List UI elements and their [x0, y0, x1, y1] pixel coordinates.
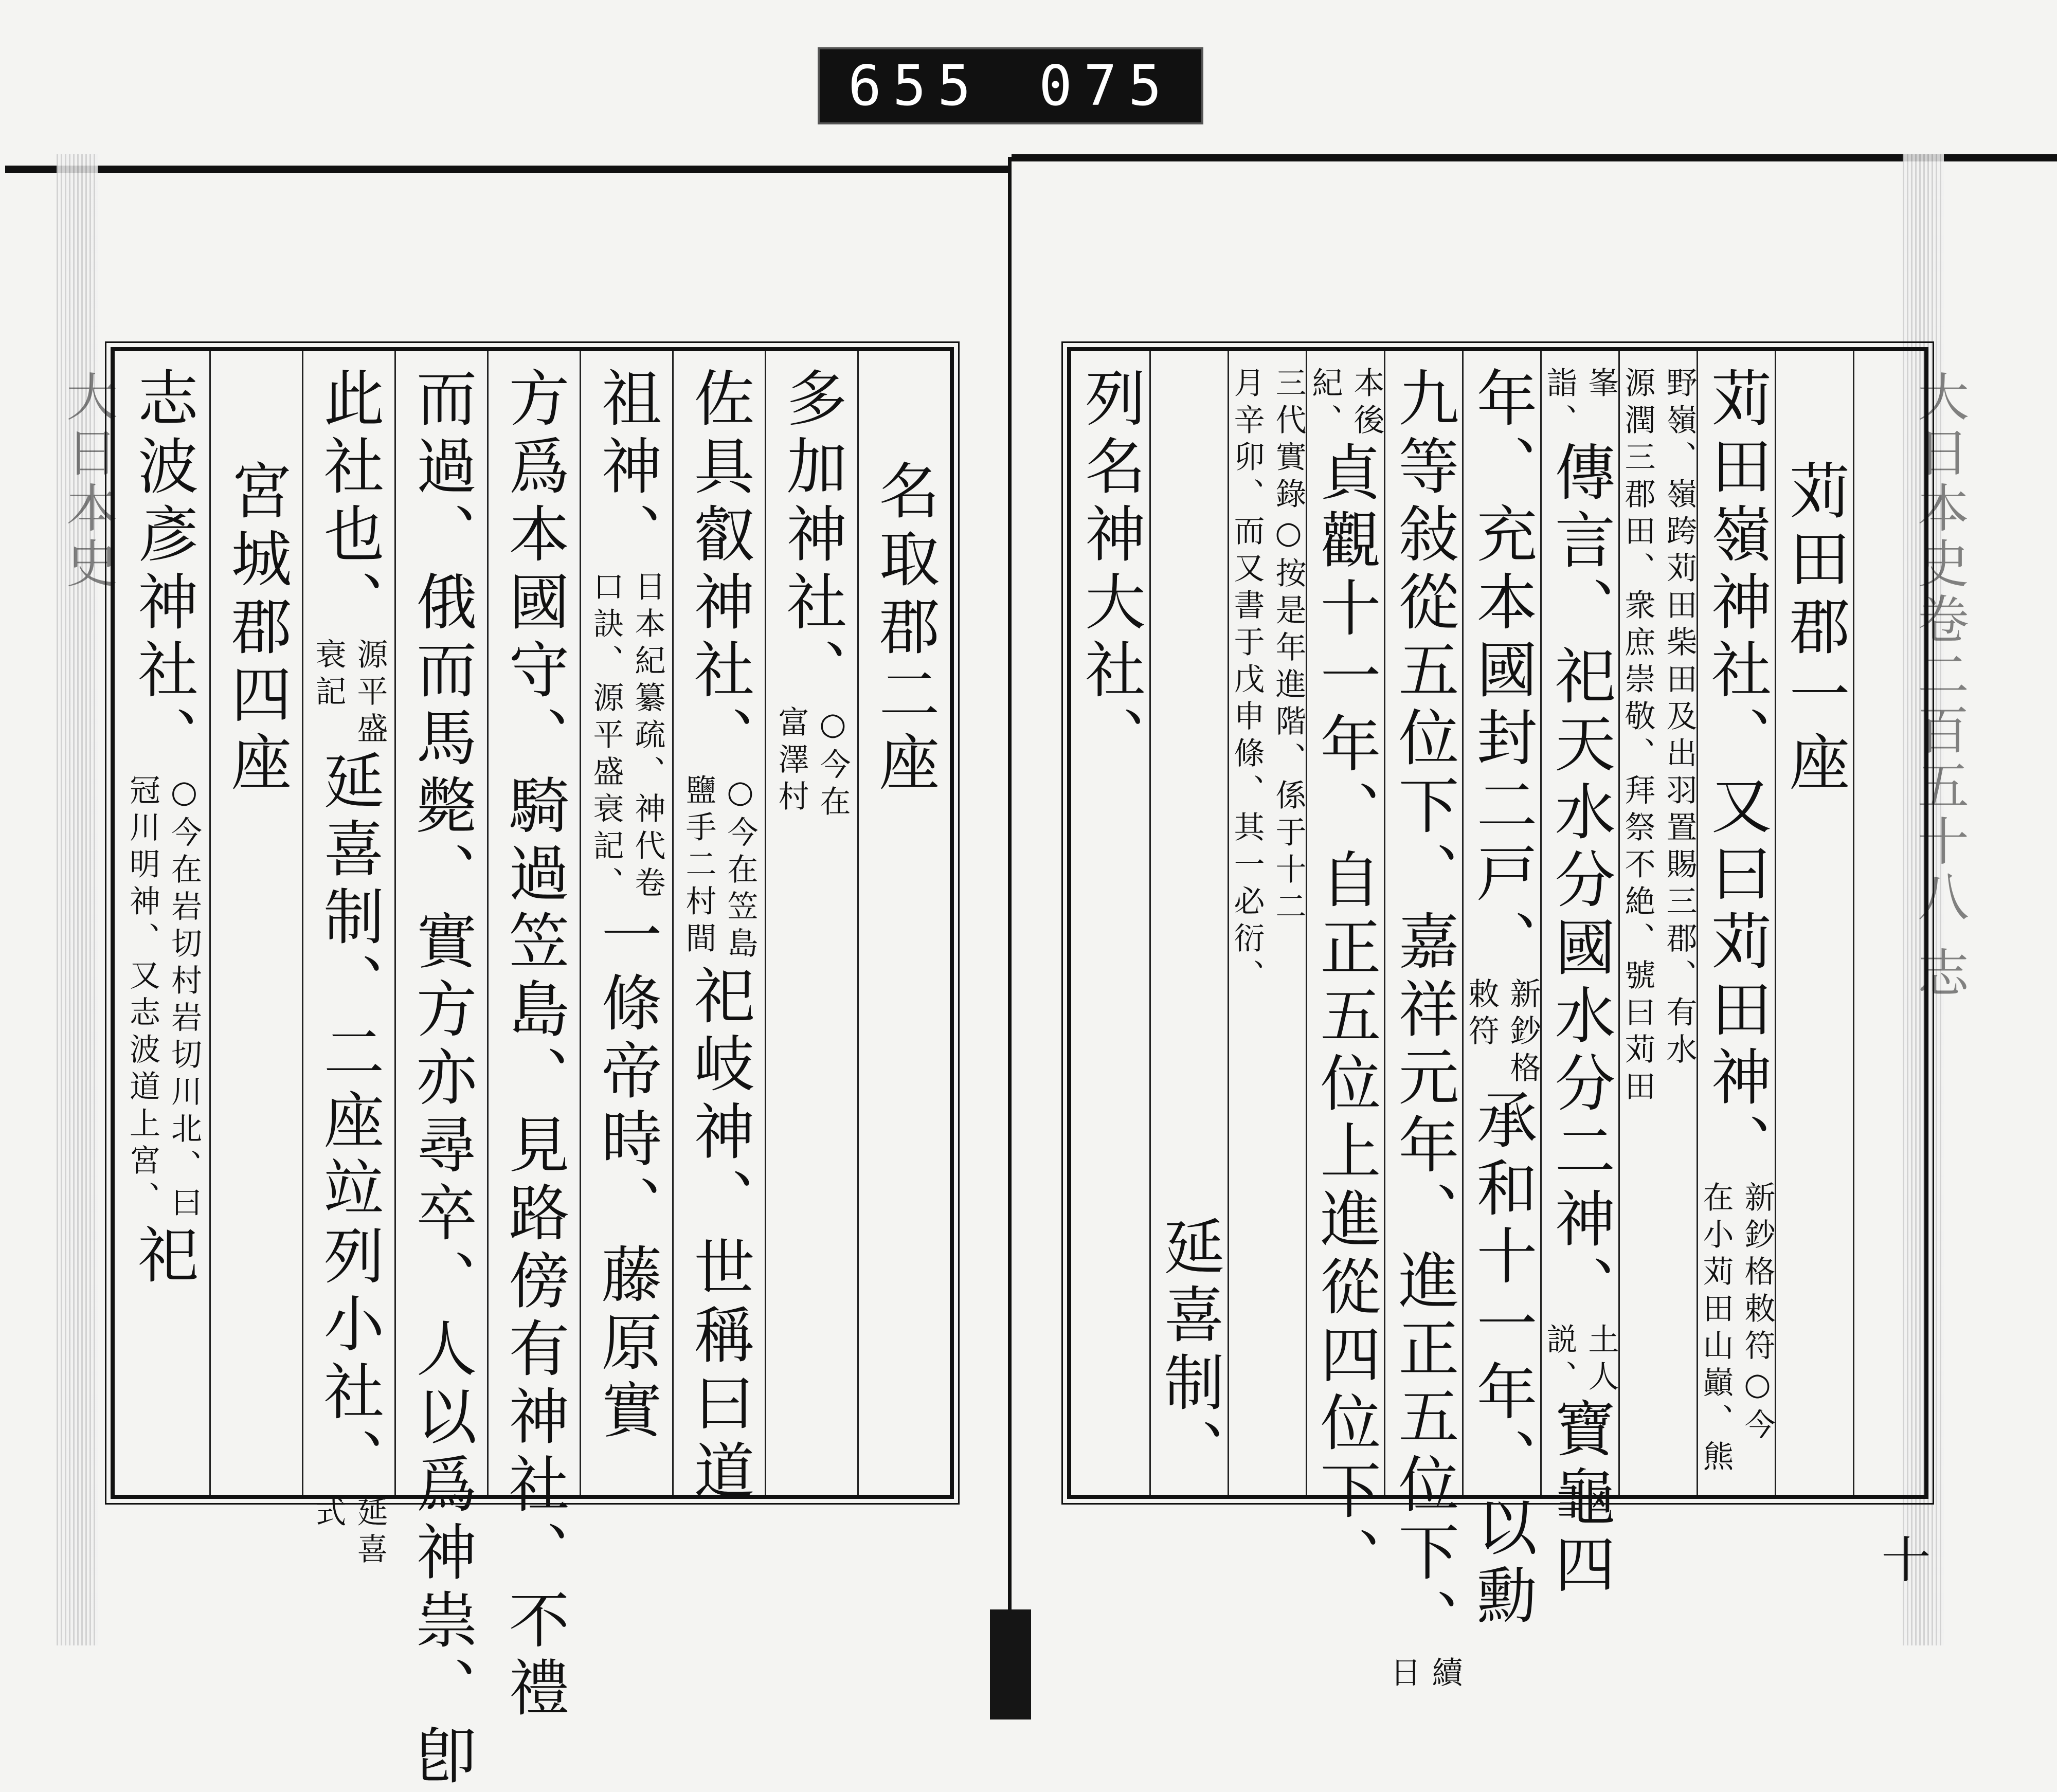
annotation-line: 鹽手二村間: [680, 774, 717, 959]
main-text: 貞觀十一年、自正五位上進從四位下、: [1310, 441, 1381, 1595]
annotation-block: [309, 638, 389, 749]
text-column: [1775, 351, 1853, 1495]
main-text: 而過、俄而馬斃、實方亦尋卒、人以爲神祟、卽: [406, 367, 477, 1792]
text-column: [487, 351, 580, 1724]
right-page-margin: [1853, 351, 1931, 1583]
annotation-line: 冠川明神、又志波道上宮、: [124, 774, 160, 1218]
text-column: [117, 351, 209, 1495]
main-text: 傳言、祀天水分國水分二神、: [1544, 441, 1616, 1323]
page-number: 十: [1873, 1534, 1931, 1583]
top-rail-right: [1012, 154, 2057, 161]
annotation-line: 日: [1385, 1656, 1421, 1693]
annotation-line: 富澤村: [773, 706, 809, 817]
annotation-line: 説、: [1541, 1323, 1578, 1397]
text-column: [1697, 351, 1775, 1495]
annotation-block: [772, 706, 852, 822]
annotation-line: 新鈔格敕符○今: [1739, 1181, 1776, 1445]
annotation-line: 日本紀纂疏、神代卷: [629, 570, 666, 903]
text-column: [765, 351, 857, 1495]
main-text: 苅田嶺神社、又曰苅田神、: [1701, 367, 1772, 1181]
annotation-line: 源潤三郡田、衆庶崇敬、拜祭不絶、號曰苅田: [1619, 367, 1656, 1107]
annotation-line: 紀、: [1307, 367, 1343, 441]
main-text: 祀: [128, 1223, 199, 1291]
annotation-line: 口訣、源平盛衰記、: [588, 570, 624, 903]
annotation-line: 本後: [1348, 367, 1385, 441]
main-text: 多加神社、: [776, 367, 847, 706]
text-column: [1306, 351, 1385, 1595]
annotation-line: 野嶺、嶺跨苅田柴田及出羽置賜三郡、有水: [1661, 367, 1698, 1070]
text-column: [1540, 351, 1619, 1601]
text-column: [1462, 351, 1541, 1632]
text-column: [1228, 351, 1306, 1495]
main-text: 名取郡二座: [869, 459, 940, 799]
main-text: 祀岐神、世稱曰道: [683, 964, 755, 1507]
annotation-line: 峯: [1583, 367, 1619, 404]
annotation-block: [1306, 367, 1386, 441]
annotation-block: [1618, 367, 1699, 1107]
annotation-block: [1540, 367, 1620, 441]
annotation-block: [309, 1496, 389, 1570]
main-text: 承和十一年、以勳: [1466, 1089, 1538, 1632]
spine-clip: [990, 1609, 1031, 1719]
annotation-line: 延喜: [352, 1496, 388, 1570]
film-number-left: 655: [847, 53, 983, 118]
text-column: [580, 351, 672, 1495]
annotation-line: 源平盛: [352, 638, 388, 749]
annotation-line: ○今在岩切村岩切川北、曰: [166, 774, 202, 1223]
text-column: [857, 351, 950, 1495]
annotation-line: 三代實錄○按是年進階、係于十二: [1270, 367, 1307, 927]
annotation-line: 敕符: [1463, 978, 1500, 1052]
annotation-block: [587, 570, 667, 903]
right-edge-running-title: 大日本史卷二百五十八 志: [1909, 370, 1969, 1002]
annotation-line: 衰記: [310, 638, 347, 712]
text-column: [672, 351, 765, 1507]
main-text: 延喜制、: [1153, 1215, 1225, 1487]
annotation-line: 新鈔格: [1505, 978, 1541, 1089]
annotation-block: [1228, 367, 1308, 996]
annotation-line: ○今在笠島: [722, 774, 759, 964]
film-number-right: 075: [1038, 53, 1174, 118]
annotation-block: [1697, 1181, 1777, 1477]
annotation-line: ○今在: [815, 706, 851, 822]
main-text: 此社也、: [313, 367, 385, 638]
film-label: [818, 47, 1203, 124]
book-spine: [1008, 157, 1012, 1694]
text-column: [1071, 351, 1149, 1495]
text-column: [394, 351, 487, 1792]
main-text: 方爲本國守、騎過笠島、見路傍有神社、不禮: [498, 367, 570, 1724]
main-text: 延喜制、二座竝列小社、: [313, 749, 385, 1496]
text-column: [1618, 351, 1697, 1495]
annotation-line: 式: [310, 1496, 347, 1533]
annotation-line: 續: [1427, 1656, 1463, 1693]
main-text: 一條帝時、藤原實: [591, 903, 662, 1446]
main-text: 苅田郡一座: [1779, 459, 1850, 799]
main-text: 佐具叡神社、: [683, 367, 755, 774]
annotation-line: 月辛卯、而又書于戊申條、其一必衍、: [1229, 367, 1265, 996]
text-column: [1384, 351, 1463, 1693]
main-text: 宮城郡四座: [221, 459, 292, 799]
main-text: 寶龜四: [1544, 1397, 1616, 1601]
main-text: 列名神大社、: [1075, 367, 1146, 774]
annotation-block: [679, 774, 760, 964]
annotation-block: [123, 774, 203, 1223]
annotation-line: 土人: [1583, 1323, 1619, 1397]
text-column: [302, 351, 394, 1570]
main-text: 志波彥神社、: [128, 367, 199, 774]
main-text: 九等敍從五位下、嘉祥元年、進正五位下、: [1388, 367, 1459, 1656]
annotation-line: 詣、: [1541, 367, 1578, 441]
top-rail-left: [5, 166, 1008, 173]
annotation-block: [1462, 978, 1542, 1089]
main-text: 年、充本國封二戸、: [1466, 367, 1538, 978]
text-column: [209, 351, 302, 1495]
annotation-block: [1540, 1323, 1620, 1397]
left-page-frame: [111, 347, 954, 1792]
annotation-line: 在小苅田山巓、熊: [1698, 1181, 1734, 1477]
annotation-block: [1384, 1656, 1464, 1693]
left-edge-running-title: 大日本史: [58, 370, 118, 592]
right-page-frame: [1067, 347, 1931, 1693]
main-text: 祖神、: [591, 367, 662, 570]
text-column: [1149, 351, 1228, 1495]
